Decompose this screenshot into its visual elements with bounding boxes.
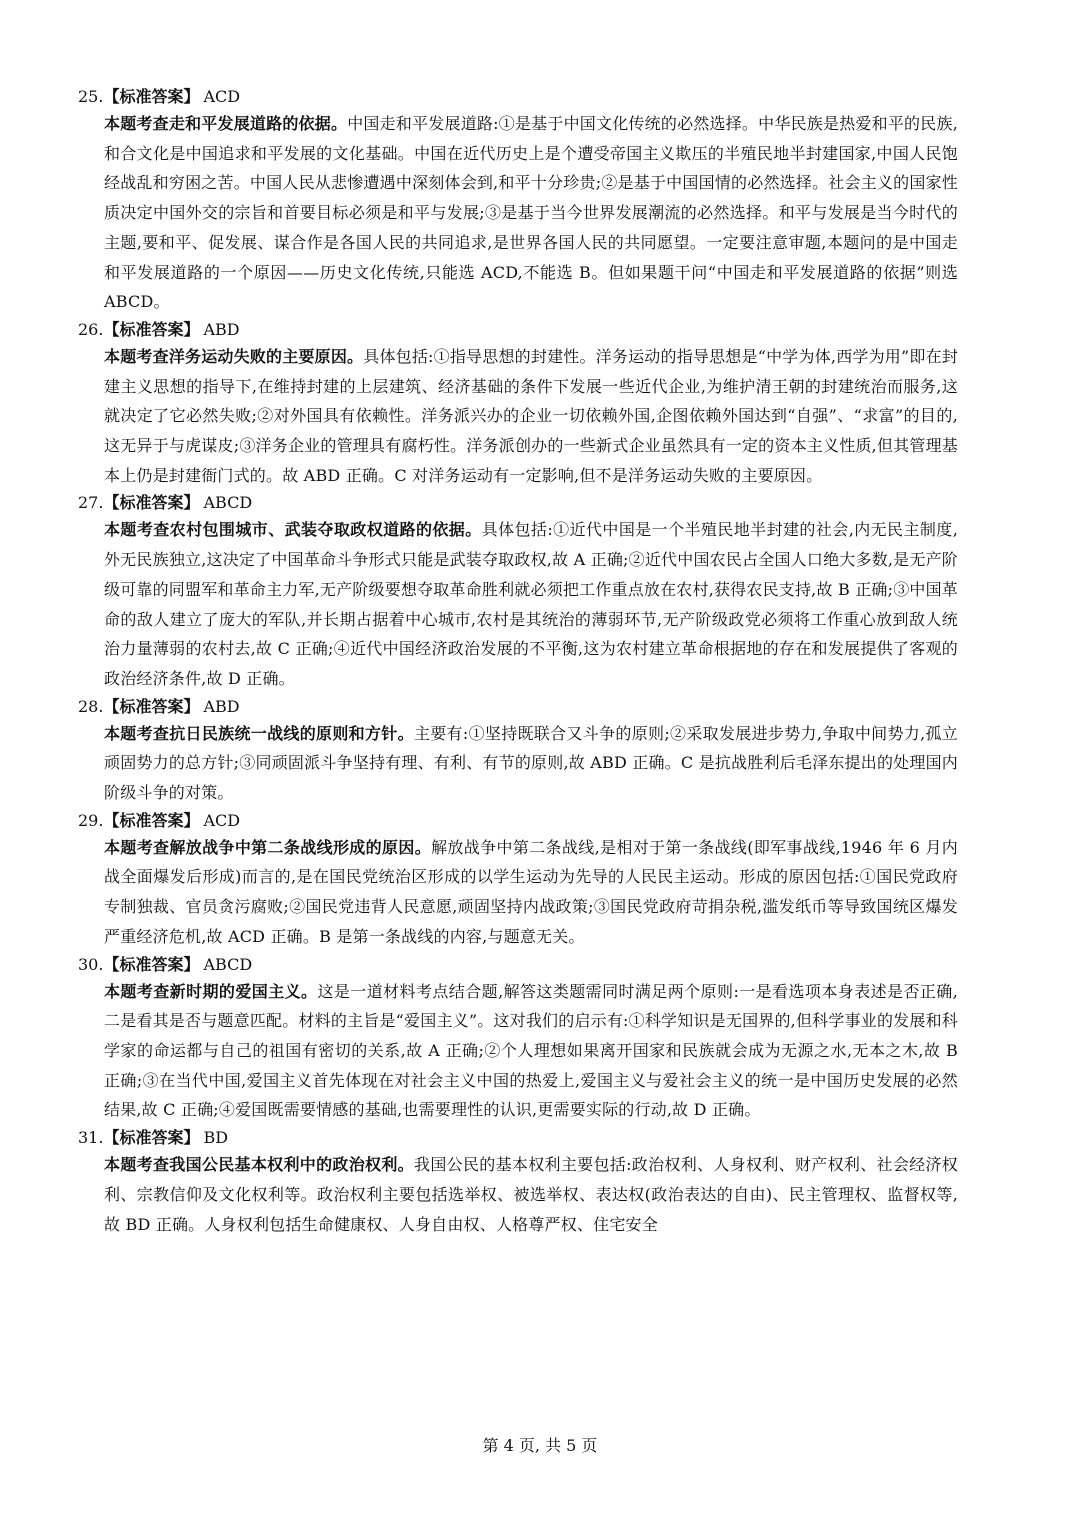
explanation — [104, 342, 958, 491]
answer-letters: ABCD — [203, 493, 253, 513]
answer-header — [78, 694, 958, 719]
answer-header — [78, 84, 958, 109]
explanation — [104, 977, 958, 1126]
answer-tag: 【标准答案】 — [103, 493, 200, 513]
answer-item-25 — [78, 84, 958, 317]
answer-header — [78, 1125, 958, 1150]
explanation-lead: 本题考查新时期的爱国主义。 — [104, 981, 318, 1001]
answer-item-28 — [78, 694, 958, 808]
question-number: 30. — [78, 954, 104, 974]
question-number: 25. — [78, 87, 104, 106]
explanation — [104, 109, 958, 317]
answer-header — [78, 317, 958, 342]
answer-item-31 — [78, 1125, 958, 1239]
explanation-text: 中国走和平发展道路:①是基于中国文化传统的必然选择。中华民族是热爱和平的民族,和合文化是中国追求和平发展的文化基础。中国在近代历史上是个遭受帝国主义欺压的半殖民地半封建国家,中国人民饱经战乱和穷困之苦。中国人民从悲惨遭遇中深刻体会到,和平十分珍贵;②是基于中国国情的必然选择。社会主义的国家性质决定中国外交的宗旨和首要目标必须是和平与发展;③是基于当今世界发展潮流的必然选择。和平与发展是当今时代的主题,要和平、促发展、谋合作是各国人民的共同追求,是世界各国人民的共同愿望。一定要注意审题,本题问的是中国走和平发展道路的一个原因——历史文化传统,只能选 ACD,不能选 B。但如果题干问“中国走和平发展道路的依据”则选 ABCD。 — [104, 114, 958, 312]
explanation-lead: 本题考查我国公民基本权利中的政治权利。 — [104, 1155, 414, 1175]
question-number: 29. — [78, 810, 104, 830]
explanation-text: 具体包括:①近代中国是一个半殖民地半封建的社会,内无民主制度,外无民族独立,这决定了中国革命斗争形式只能是武装夺取政权,故 A 正确;②近代中国农民占全国人口绝大多数,是无产阶级可靠的同盟军和革命主力军,无产阶级要想夺取革命胜利就必须把工作重点放在农村,获得农民支持,故 B 正确;③中国革命的敌人建立了庞大的军队,并长期占据着中心城市,农村是其统治的薄弱环节,无产阶级政党必须将工作重心放到敌人统治力量薄弱的农村去,故 C 正确;④近代中国经济政治发展的不平衡,这为农村建立革命根据地的存在和发展提供了客观的政治经济条件,故 D 正确。 — [104, 520, 958, 688]
answer-item-27 — [78, 490, 958, 693]
explanation-lead: 本题考查洋务运动失败的主要原因。 — [104, 346, 364, 366]
explanation-text: 这是一道材料考点结合题,解答这类题需同时满足两个原则:一是看选项本身表述是否正确,二是看其是否与题意匹配。材料的主旨是“爱国主义”。这对我们的启示有:①科学知识是无国界的,但科学事业的发展和科学家的命运都与自己的祖国有密切的关系,故 A 正确;②个人理想如果离开国家和民族就会成为无源之水,无本之木,故 B 正确;③在当代中国,爱国主义首先体现在对社会主义中国的热爱上,爱国主义与爱社会主义的统一是中国历史发展的必然结果,故 C 正确;④爱国既需要情感的基础,也需要理性的认识,更需要实际的行动,故 D 正确。 — [104, 981, 958, 1120]
answer-letters: ABD — [203, 696, 240, 716]
question-number: 28. — [78, 696, 104, 716]
explanation-lead: 本题考查解放战争中第二条战线形成的原因。 — [104, 837, 432, 857]
answer-tag: 【标准答案】 — [103, 87, 200, 106]
explanation-text: 主要有:①坚持既联合又斗争的原则;②采取发展进步势力,争取中间势力,孤立顽固势力的总方针;③同顽固派斗争坚持有理、有利、有节的原则,故 ABD 正确。C 是抗战胜利后毛泽东提出的处理国内阶级斗争的对策。 — [104, 723, 959, 803]
answer-item-30 — [78, 952, 958, 1126]
answer-tag: 【标准答案】 — [103, 1128, 200, 1148]
explanation-text: 具体包括:①指导思想的封建性。洋务运动的指导思想是“中学为体,西学为用”即在封建主义思想的指导下,在维持封建的上层建筑、经济基础的条件下发展一些近代企业,为维护清王朝的封建统治而服务,这就决定了它必然失败;②对外国具有依赖性。洋务派兴办的企业一切依赖外国,企图依赖外国达到“自强”、“求富”的目的,这无异于与虎谋皮;③洋务企业的管理具有腐朽性。洋务派创办的一些新式企业虽然具有一定的资本主义性质,但其管理基本上仍是封建衙门式的。故 ABD 正确。C 对洋务运动有一定影响,但不是洋务运动失败的主要原因。 — [104, 346, 958, 485]
answer-tag: 【标准答案】 — [103, 954, 200, 974]
question-number: 27. — [78, 493, 104, 513]
answer-letters: BD — [203, 1128, 229, 1148]
explanation — [104, 833, 958, 952]
answer-tag: 【标准答案】 — [103, 319, 200, 339]
answer-header — [78, 952, 958, 977]
answer-letters: ABCD — [203, 954, 253, 974]
answer-letters: ACD — [203, 810, 241, 830]
explanation — [104, 515, 958, 693]
answer-list — [78, 84, 958, 1239]
answer-tag: 【标准答案】 — [103, 696, 200, 716]
answer-header — [78, 490, 958, 515]
answer-item-26 — [78, 317, 958, 491]
answer-header — [78, 808, 958, 833]
question-number: 26. — [78, 319, 104, 339]
explanation-lead: 本题考查抗日民族统一战线的原则和方针。 — [104, 723, 414, 743]
answer-letters: ABD — [203, 319, 240, 339]
explanation — [104, 1150, 958, 1239]
explanation-lead: 本题考查农村包围城市、武装夺取政权道路的依据。 — [104, 520, 482, 540]
explanation-text: 我国公民的基本权利主要包括:政治权利、人身权利、财产权利、社会经济权利、宗教信仰及文化权利等。政治权利主要包括选举权、被选举权、表达权(政治表达的自由)、民主管理权、监督权等,故 BD 正确。人身权利包括生命健康权、人身自由权、人格尊严权、住宅安全 — [104, 1155, 958, 1234]
answer-letters: ACD — [203, 87, 241, 106]
explanation-text: 解放战争中第二条战线,是相对于第一条战线(即军事战线,1946 年 6 月内战全面爆发后形成)而言的,是在国民党统治区形成的以学生运动为先导的人民民主运动。形成的原因包括:①国民党政府专制独裁、官员贪污腐败;②国民党违背人民意愿,顽固坚持内战政策;③国民党政府苛捐杂税,滥发纸币等导致国统区爆发严重经济危机,故 ACD 正确。B 是第一条战线的内容,与题意无关。 — [104, 837, 958, 946]
question-number: 31. — [78, 1128, 104, 1148]
answer-item-29 — [78, 808, 958, 952]
explanation — [104, 719, 958, 808]
explanation-lead: 本题考查走和平发展道路的依据。 — [104, 114, 348, 133]
page-footer: 第 4 页, 共 5 页 — [482, 1436, 598, 1455]
answer-tag: 【标准答案】 — [103, 810, 200, 830]
